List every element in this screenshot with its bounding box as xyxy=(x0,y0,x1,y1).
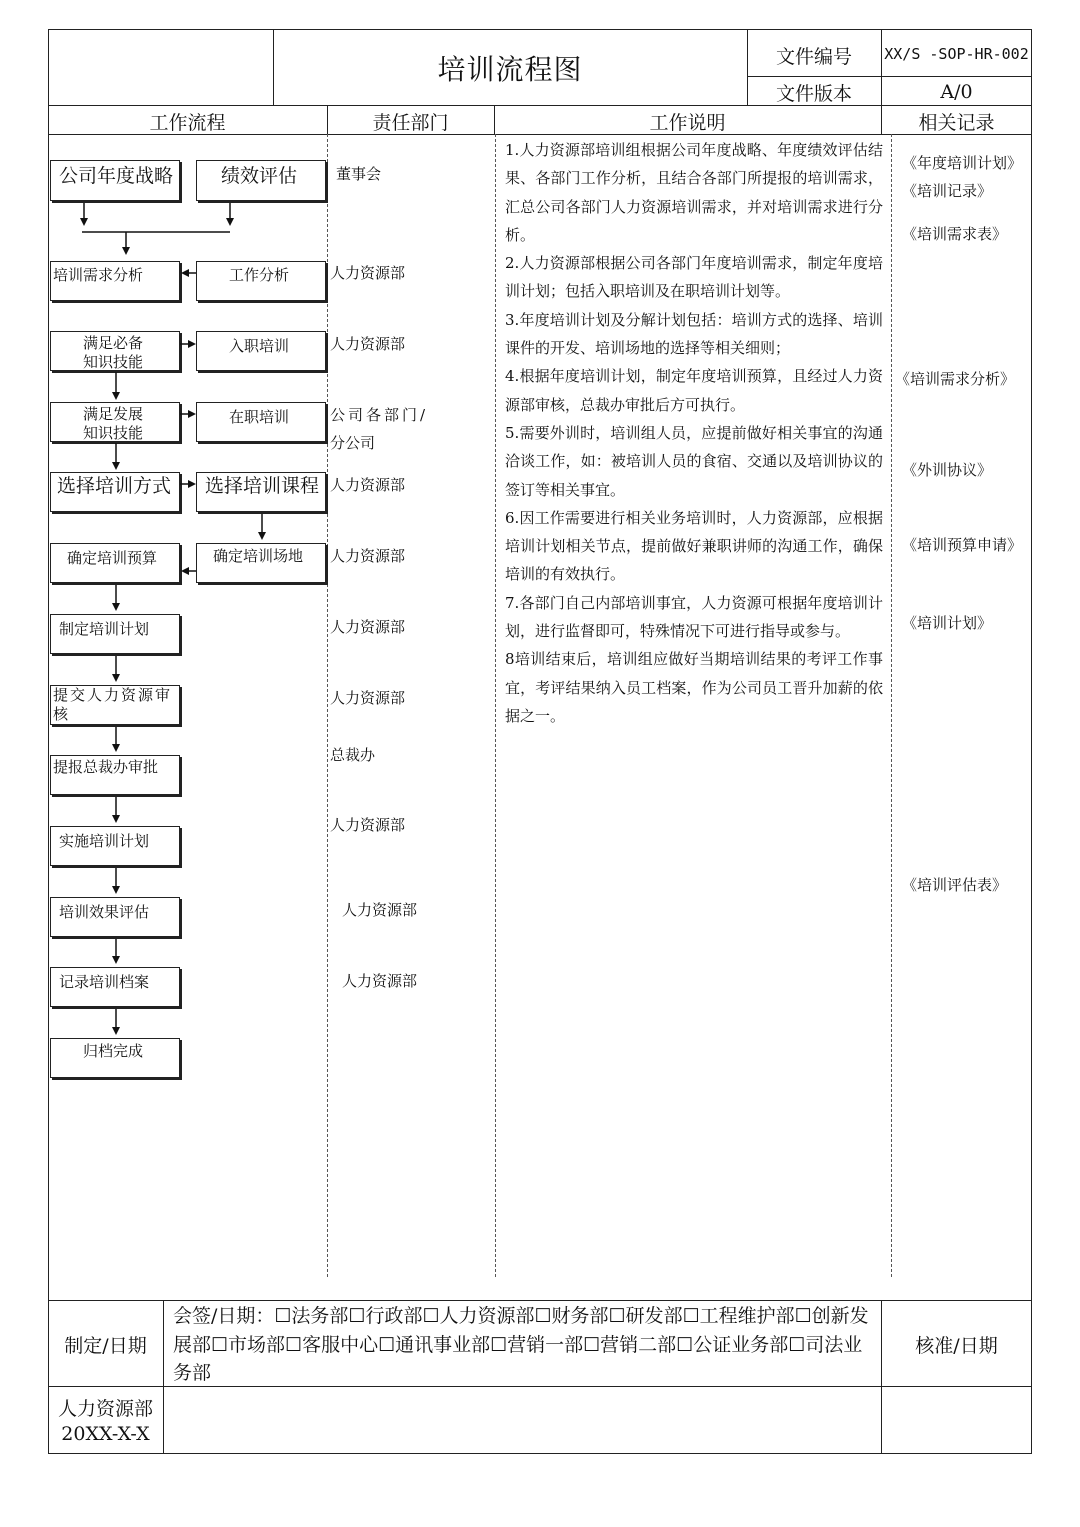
record-item: 《培训计划》 xyxy=(902,614,993,632)
record-item: 《外训协议》 xyxy=(902,461,993,479)
countersign-text: 会签/日期：☐法务部☐行政部☐人力资源部☐财务部☐研发部☐工程维护部☐创新发展部☐市场部☐客服中心☐通讯事业部☐营销一部☐营销二部☐公证业务部☐司法业务部 xyxy=(173,1305,869,1384)
flow-box-label: 制定培训计划 xyxy=(59,620,150,638)
flow-box-label: 知识技能 xyxy=(83,424,144,442)
made-date-label: 制定/日期 xyxy=(64,1335,147,1357)
dept-label: 公司各部门/ xyxy=(330,406,429,424)
dept-label: 人力资源部 xyxy=(330,476,406,494)
flow-box-label: 选择培训方式 xyxy=(57,475,172,497)
dept-label: 人力资源部 xyxy=(330,335,406,353)
description-item: 5.需要外训时，培训组人员，应提前做好相关事宜的沟通洽谈工作，如：被培训人员的食宿、交通以及培训协议的签订等相关事宜。 xyxy=(505,423,883,499)
flow-box-label: 绩效评估 xyxy=(221,165,298,187)
flow-box-label: 实施培训计划 xyxy=(59,832,150,850)
flow-box-label: 培训需求分析 xyxy=(53,266,144,284)
flow-box-label: 选择培训课程 xyxy=(205,475,320,497)
dept-label: 人力资源部 xyxy=(330,689,406,707)
dept-label: 人力资源部 xyxy=(342,901,418,919)
record-item: 《培训需求表》 xyxy=(902,225,1008,243)
flow-box-label: 记录培训档案 xyxy=(59,973,150,991)
description-item: 7.各部门自己内部培训事宜，人力资源可根据年度培训计划，进行监督即可，特殊情况下可进行指导或参与。 xyxy=(505,593,883,641)
flow-box-label: 归档完成 xyxy=(83,1042,144,1060)
flow-box-label: 知识技能 xyxy=(83,353,144,371)
footer-date: 20XX-X-X xyxy=(61,1423,150,1445)
flow-box-label: 核 xyxy=(53,705,71,723)
record-item: 《年度培训计划》 xyxy=(902,154,1023,172)
flow-box-label: 满足发展 xyxy=(83,405,144,423)
flow-box-label: 入职培训 xyxy=(229,337,290,355)
doc-number-value: XX/S -SOP-HR-002 xyxy=(884,45,1029,63)
approve-date-label: 核准/日期 xyxy=(915,1335,998,1357)
page-title: 培训流程图 xyxy=(437,53,583,86)
flow-box-label: 在职培训 xyxy=(229,408,290,426)
version-value: A/0 xyxy=(940,81,973,103)
description-item: 8培训结束后，培训组应做好当期培训结果的考评工作事宜，考评结果纳入员工档案，作为公司员工晋升加薪的依据之一。 xyxy=(505,650,883,725)
description-item: 3.年度培训计划及分解计划包括：培训方式的选择、培训课件的开发、培训场地的选择等相关细则； xyxy=(505,310,883,358)
dept-label: 人力资源部 xyxy=(330,618,406,636)
flow-box-label: 培训效果评估 xyxy=(59,903,150,921)
version-label: 文件版本 xyxy=(775,83,852,105)
record-item: 《培训记录》 xyxy=(902,182,993,200)
doc-number-label: 文件编号 xyxy=(775,46,852,68)
flow-box-label: 确定培训场地 xyxy=(213,547,304,565)
column-header-dept: 责任部门 xyxy=(372,112,449,134)
flow-box-label: 公司年度战略 xyxy=(59,165,174,187)
record-item: 《培训预算申请》 xyxy=(902,536,1023,554)
column-header-flow: 工作流程 xyxy=(149,112,226,134)
dept-label: 人力资源部 xyxy=(330,816,406,834)
dept-label: 人力资源部 xyxy=(330,547,406,565)
description-item: 4.根据年度培训计划，制定年度培训预算，且经过人力资源部审核，总裁办审批后方可执行。 xyxy=(505,367,883,414)
flow-box-label: 确定培训预算 xyxy=(67,549,158,567)
description-item: 6.因工作需要进行相关业务培训时，人力资源部，应根据培训计划相关节点，提前做好兼职讲师的沟通工作，确保培训的有效执行。 xyxy=(505,508,883,584)
record-item: 《培训需求分析》 xyxy=(895,370,1016,388)
footer-department: 人力资源部 xyxy=(57,1398,153,1420)
column-header-records: 相关记录 xyxy=(918,112,995,134)
description-item: 2.人力资源部根据公司各部门年度培训需求，制定年度培训计划；包括入职培训及在职培训计划等。 xyxy=(505,254,883,301)
dept-label: 董事会 xyxy=(336,165,382,183)
dept-label: 人力资源部 xyxy=(330,264,406,282)
description-item: 1.人力资源部培训组根据公司年度战略、年度绩效评估结果、各部门工作分析，且结合各部门所提报的培训需求，汇总公司各部门人力资源培训需求，并对培训需求进行分析。 xyxy=(505,141,883,244)
dept-label: 人力资源部 xyxy=(342,972,418,990)
flow-box-label: 提交人力资源审 xyxy=(53,686,173,704)
column-header-desc: 工作说明 xyxy=(649,112,726,134)
dept-label: 总裁办 xyxy=(330,746,376,764)
dept-label: 分公司 xyxy=(330,434,376,452)
flow-box-label: 提报总裁办审批 xyxy=(53,758,159,776)
flow-box-label: 满足必备 xyxy=(83,334,144,352)
flow-box-label: 工作分析 xyxy=(229,266,290,284)
work-description xyxy=(505,136,883,730)
record-item: 《培训评估表》 xyxy=(902,876,1008,894)
